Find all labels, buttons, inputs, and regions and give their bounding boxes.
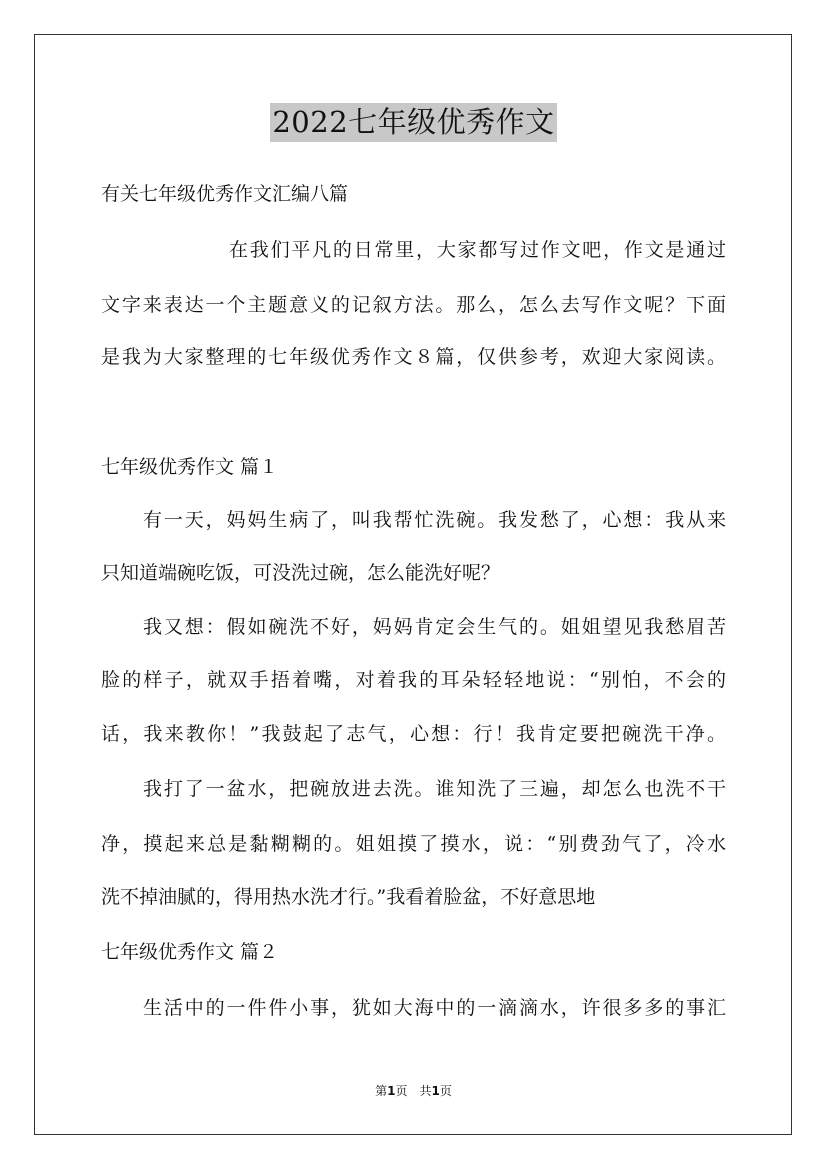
intro-line-3: 是我为大家整理的七年级优秀作文８篇，仅供参考，欢迎大家阅读。 — [101, 346, 726, 368]
document-subtitle: 有关七年级优秀作文汇编八篇 — [101, 183, 349, 205]
footer-page-current: 1 — [387, 1084, 396, 1098]
paragraph-line: 生活中的一件件小事，犹如大海中的一滴滴水，许很多多的事汇 — [143, 997, 726, 1019]
intro-line-1: 在我们平凡的日常里，大家都写过作文吧，作文是通过 — [229, 239, 726, 261]
section-1-heading: 七年级优秀作文 篇１ — [101, 456, 279, 478]
footer-page-prefix: 第 — [375, 1084, 388, 1098]
footer-page-suffix: 页 — [439, 1084, 452, 1098]
paragraph-line: 脸的样子，就双手捂着嘴，对着我的耳朵轻轻地说：“别怕，不会的 — [101, 669, 726, 691]
paragraph-line: 我打了一盆水，把碗放进去洗。谁知洗了三遍，却怎么也洗不干 — [143, 778, 726, 800]
document-title-wrap — [0, 103, 827, 142]
footer-page-total: 1 — [431, 1084, 440, 1098]
paragraph-line: 有一天，妈妈生病了，叫我帮忙洗碗。我发愁了，心想：我从来 — [143, 509, 726, 531]
section-2-heading: 七年级优秀作文 篇２ — [101, 941, 279, 963]
page-footer — [0, 1083, 827, 1099]
paragraph-line: 洗不掉油腻的，得用热水洗才行。”我看着脸盆，不好意思地 — [101, 886, 596, 908]
footer-page-mid: 页 共 — [395, 1084, 432, 1098]
paragraph-line: 净，摸起来总是黏糊糊的。姐姐摸了摸水，说：“别费劲气了，冷水 — [101, 833, 726, 855]
paragraph-line: 只知道端碗吃饭，可没洗过碗，怎么能洗好呢？ — [101, 562, 501, 584]
paragraph-line: 我又想：假如碗洗不好，妈妈肯定会生气的。姐姐望见我愁眉苦 — [143, 616, 726, 638]
intro-line-2: 文字来表达一个主题意义的记叙方法。那么，怎么去写作文呢？下面 — [101, 294, 726, 316]
paragraph-line: 话，我来教你！”我鼓起了志气，心想：行！我肯定要把碗洗干净。 — [101, 723, 726, 745]
document-title: 2022七年级优秀作文 — [270, 103, 556, 142]
